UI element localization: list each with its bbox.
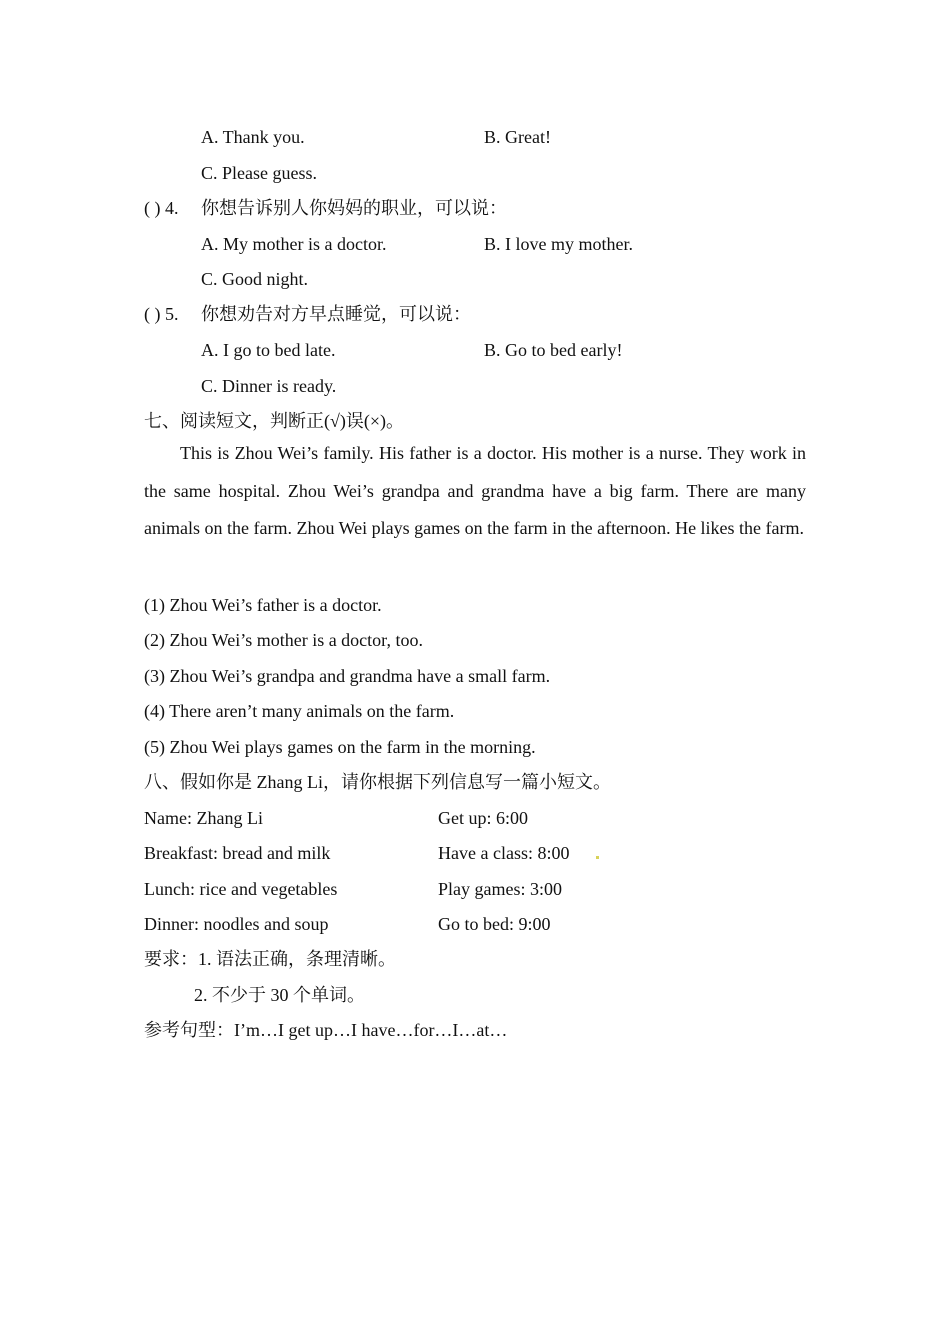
q3-option-b: B. Great! [484,127,551,147]
section7-heading: 七、阅读短文，判断正(√)误(×)。 [144,411,405,431]
info-class: Have a class: 8:00 [438,843,570,863]
q5-option-b: B. Go to bed early! [484,340,623,360]
q4-row [144,197,507,219]
q5-option-c: C. Dinner is ready. [201,376,337,396]
statement-2: (2) Zhou Wei’s mother is a doctor, too. [144,630,423,650]
section8-heading: 八、假如你是 Zhang Li，请你根据下列信息写一篇小短文。 [144,772,611,792]
q4-option-b: B. I love my mother. [484,234,633,254]
info-bed: Go to bed: 9:00 [438,914,551,934]
q5-number: ( ) 5. [144,304,179,324]
q4-number: ( ) 4. [144,198,179,218]
statement-4: (4) There aren’t many animals on the farm. [144,701,455,721]
sentence-patterns: 参考句型：I’m…I get up…I have…for…I…at… [144,1020,508,1040]
q3-option-a: A. Thank you. [201,127,305,147]
info-dinner: Dinner: noodles and soup [144,914,329,934]
statement-1: (1) Zhou Wei’s father is a doctor. [144,595,382,615]
q5-row [144,303,471,325]
info-games: Play games: 3:00 [438,879,562,899]
q5-option-a: A. I go to bed late. [201,340,336,360]
q3-option-c: C. Please guess. [201,163,317,183]
requirement-2: 2. 不少于 30 个单词。 [194,985,365,1005]
info-get-up: Get up: 6:00 [438,808,528,828]
statement-5: (5) Zhou Wei plays games on the farm in the morning. [144,737,536,757]
q5-prompt: 你想劝告对方早点睡觉，可以说： [201,304,471,324]
info-lunch: Lunch: rice and vegetables [144,879,338,899]
reading-passage: This is Zhou Wei’s family. His father is a doctor. His mother is a nurse. They work in the same hospital. Zhou Wei’s grandpa and grandma have a big farm. There are many animals on the farm. Zhou Wei plays games on the farm in the afternoon. He likes the farm. [144,443,806,538]
requirement-1: 要求：1. 语法正确，条理清晰。 [144,949,396,969]
q4-option-c: C. Good night. [201,269,309,289]
q4-option-a: A. My mother is a doctor. [201,234,387,254]
statement-3: (3) Zhou Wei’s grandpa and grandma have a small farm. [144,666,551,686]
info-breakfast: Breakfast: bread and milk [144,843,331,863]
info-name: Name: Zhang Li [144,808,263,828]
scan-mark [596,856,599,859]
q4-prompt: 你想告诉别人你妈妈的职业，可以说： [201,198,507,218]
